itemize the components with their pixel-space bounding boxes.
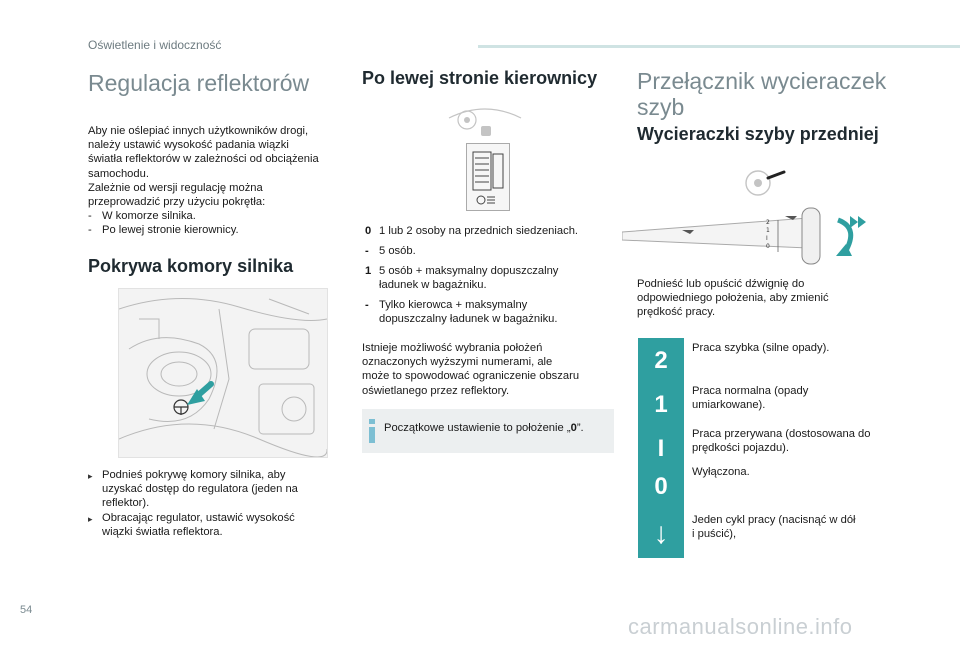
- step-item: ▸ Obracając regulator, ustawić wysokość wiązki światła reflektora.: [88, 511, 295, 538]
- info-icon: [368, 419, 376, 443]
- intro-line: Aby nie oślepiać innych użytkowników drogi,: [88, 125, 309, 137]
- intro-line: należy ustawić wysokość padania wiązki: [88, 139, 289, 152]
- mode-tile-intermittent: I: [638, 426, 684, 472]
- intro-line: światła reflektorów w zależności od obciążenia: [88, 153, 319, 166]
- note-paragraph: Istnieje możliwość wybrania położeń oznaczonych wyższymi numerami, ale może to spowodować ograniczenie obszaru oświetlanego przez reflektory.: [362, 342, 580, 397]
- svg-text:1: 1: [766, 227, 770, 234]
- header-rule: [478, 45, 960, 48]
- wiper-stalk-illustration: [622, 204, 874, 266]
- section-label: Oświetlenie i widoczność: [88, 38, 222, 52]
- mode-tile-off: 0: [638, 464, 684, 510]
- engine-bay-drawing: [119, 289, 327, 457]
- mode-normal-text: Praca normalna (opady umiarkowane).: [692, 385, 809, 411]
- title-headlamp-adjustment: Regulacja reflektorów: [88, 70, 310, 96]
- intro-paragraph: [88, 124, 348, 238]
- engine-bay-illustration: [118, 288, 328, 458]
- mode-fast-text: Praca szybka (silne opady).: [692, 342, 830, 354]
- step-marker-icon: ▸: [88, 472, 93, 482]
- subtitle-engine-bonnet: Pokrywa komory silnika: [88, 256, 294, 276]
- mode-intermittent-text: Praca przerywana (dostosowana do prędkości pojazdu).: [692, 428, 871, 454]
- option-left-of-wheel: - Po lewej stronie kierownicy.: [88, 224, 239, 237]
- adjuster-thumbwheel-icon: [467, 144, 509, 210]
- headlamp-regulator: [174, 400, 188, 415]
- steps-list: [88, 468, 338, 539]
- position-item: - 5 osób.: [365, 245, 416, 257]
- intro-line: samochodu.: [88, 167, 149, 180]
- info-text: Początkowe ustawienie to położenie „0”.: [384, 422, 584, 434]
- info-box: [362, 409, 614, 453]
- load-positions-list: [365, 224, 605, 332]
- svg-text:0: 0: [766, 243, 770, 250]
- steering-wheel-icon: [445, 104, 525, 138]
- steering-wheel-icon: [742, 168, 788, 198]
- wiper-intro: Podnieść lub opuścić dźwignię do odpowiedniego położenia, aby zmienić prędkość pracy.: [637, 278, 829, 319]
- subtitle-front-wipers: Wycieraczki szyby przedniej: [637, 124, 879, 144]
- mode-tile-single-wipe: [638, 510, 684, 558]
- position-item: 1 5 osób + maksymalny dopuszczalny ładunek w bagażniku.: [365, 265, 559, 291]
- svg-text:I: I: [766, 235, 768, 242]
- step-item: ▸ Podnieś pokrywę komory silnika, aby uzyskać dostęp do regulatora (jeden na reflektor).: [88, 469, 298, 510]
- mode-tile-fast: 2: [638, 338, 684, 384]
- intro-line: Zależnie od wersji regulację można: [88, 181, 263, 194]
- position-item: - Tylko kierowca + maksymalny dopuszczalny ładunek w bagażniku.: [365, 299, 558, 325]
- title-left-of-wheel: Po lewej stronie kierownicy: [362, 68, 598, 88]
- adjuster-wheel-panel: [466, 143, 510, 211]
- position-item: 0 1 lub 2 osoby na przednich siedzeniach.: [365, 225, 579, 237]
- wiper-stalk-drawing: [622, 204, 874, 266]
- option-engine-bay: - W komorze silnika.: [88, 210, 196, 223]
- watermark: carmanualsonline.info: [628, 614, 853, 639]
- page-number: 54: [20, 604, 33, 616]
- svg-text:2: 2: [766, 219, 770, 226]
- mode-single-wipe-text: Jeden cykl pracy (nacisnąć w dół i puścić),: [692, 514, 856, 540]
- mode-off-text: Wyłączona.: [692, 466, 750, 478]
- title-wiper-switch: Przełącznik wycieraczek szyb: [637, 68, 887, 120]
- mode-tile-normal: 1: [638, 382, 684, 428]
- step-marker-icon: ▸: [88, 514, 93, 525]
- intro-line: przeprowadzić przy użyciu pokrętła:: [88, 196, 266, 209]
- down-arrow-icon: ↓: [653, 517, 669, 550]
